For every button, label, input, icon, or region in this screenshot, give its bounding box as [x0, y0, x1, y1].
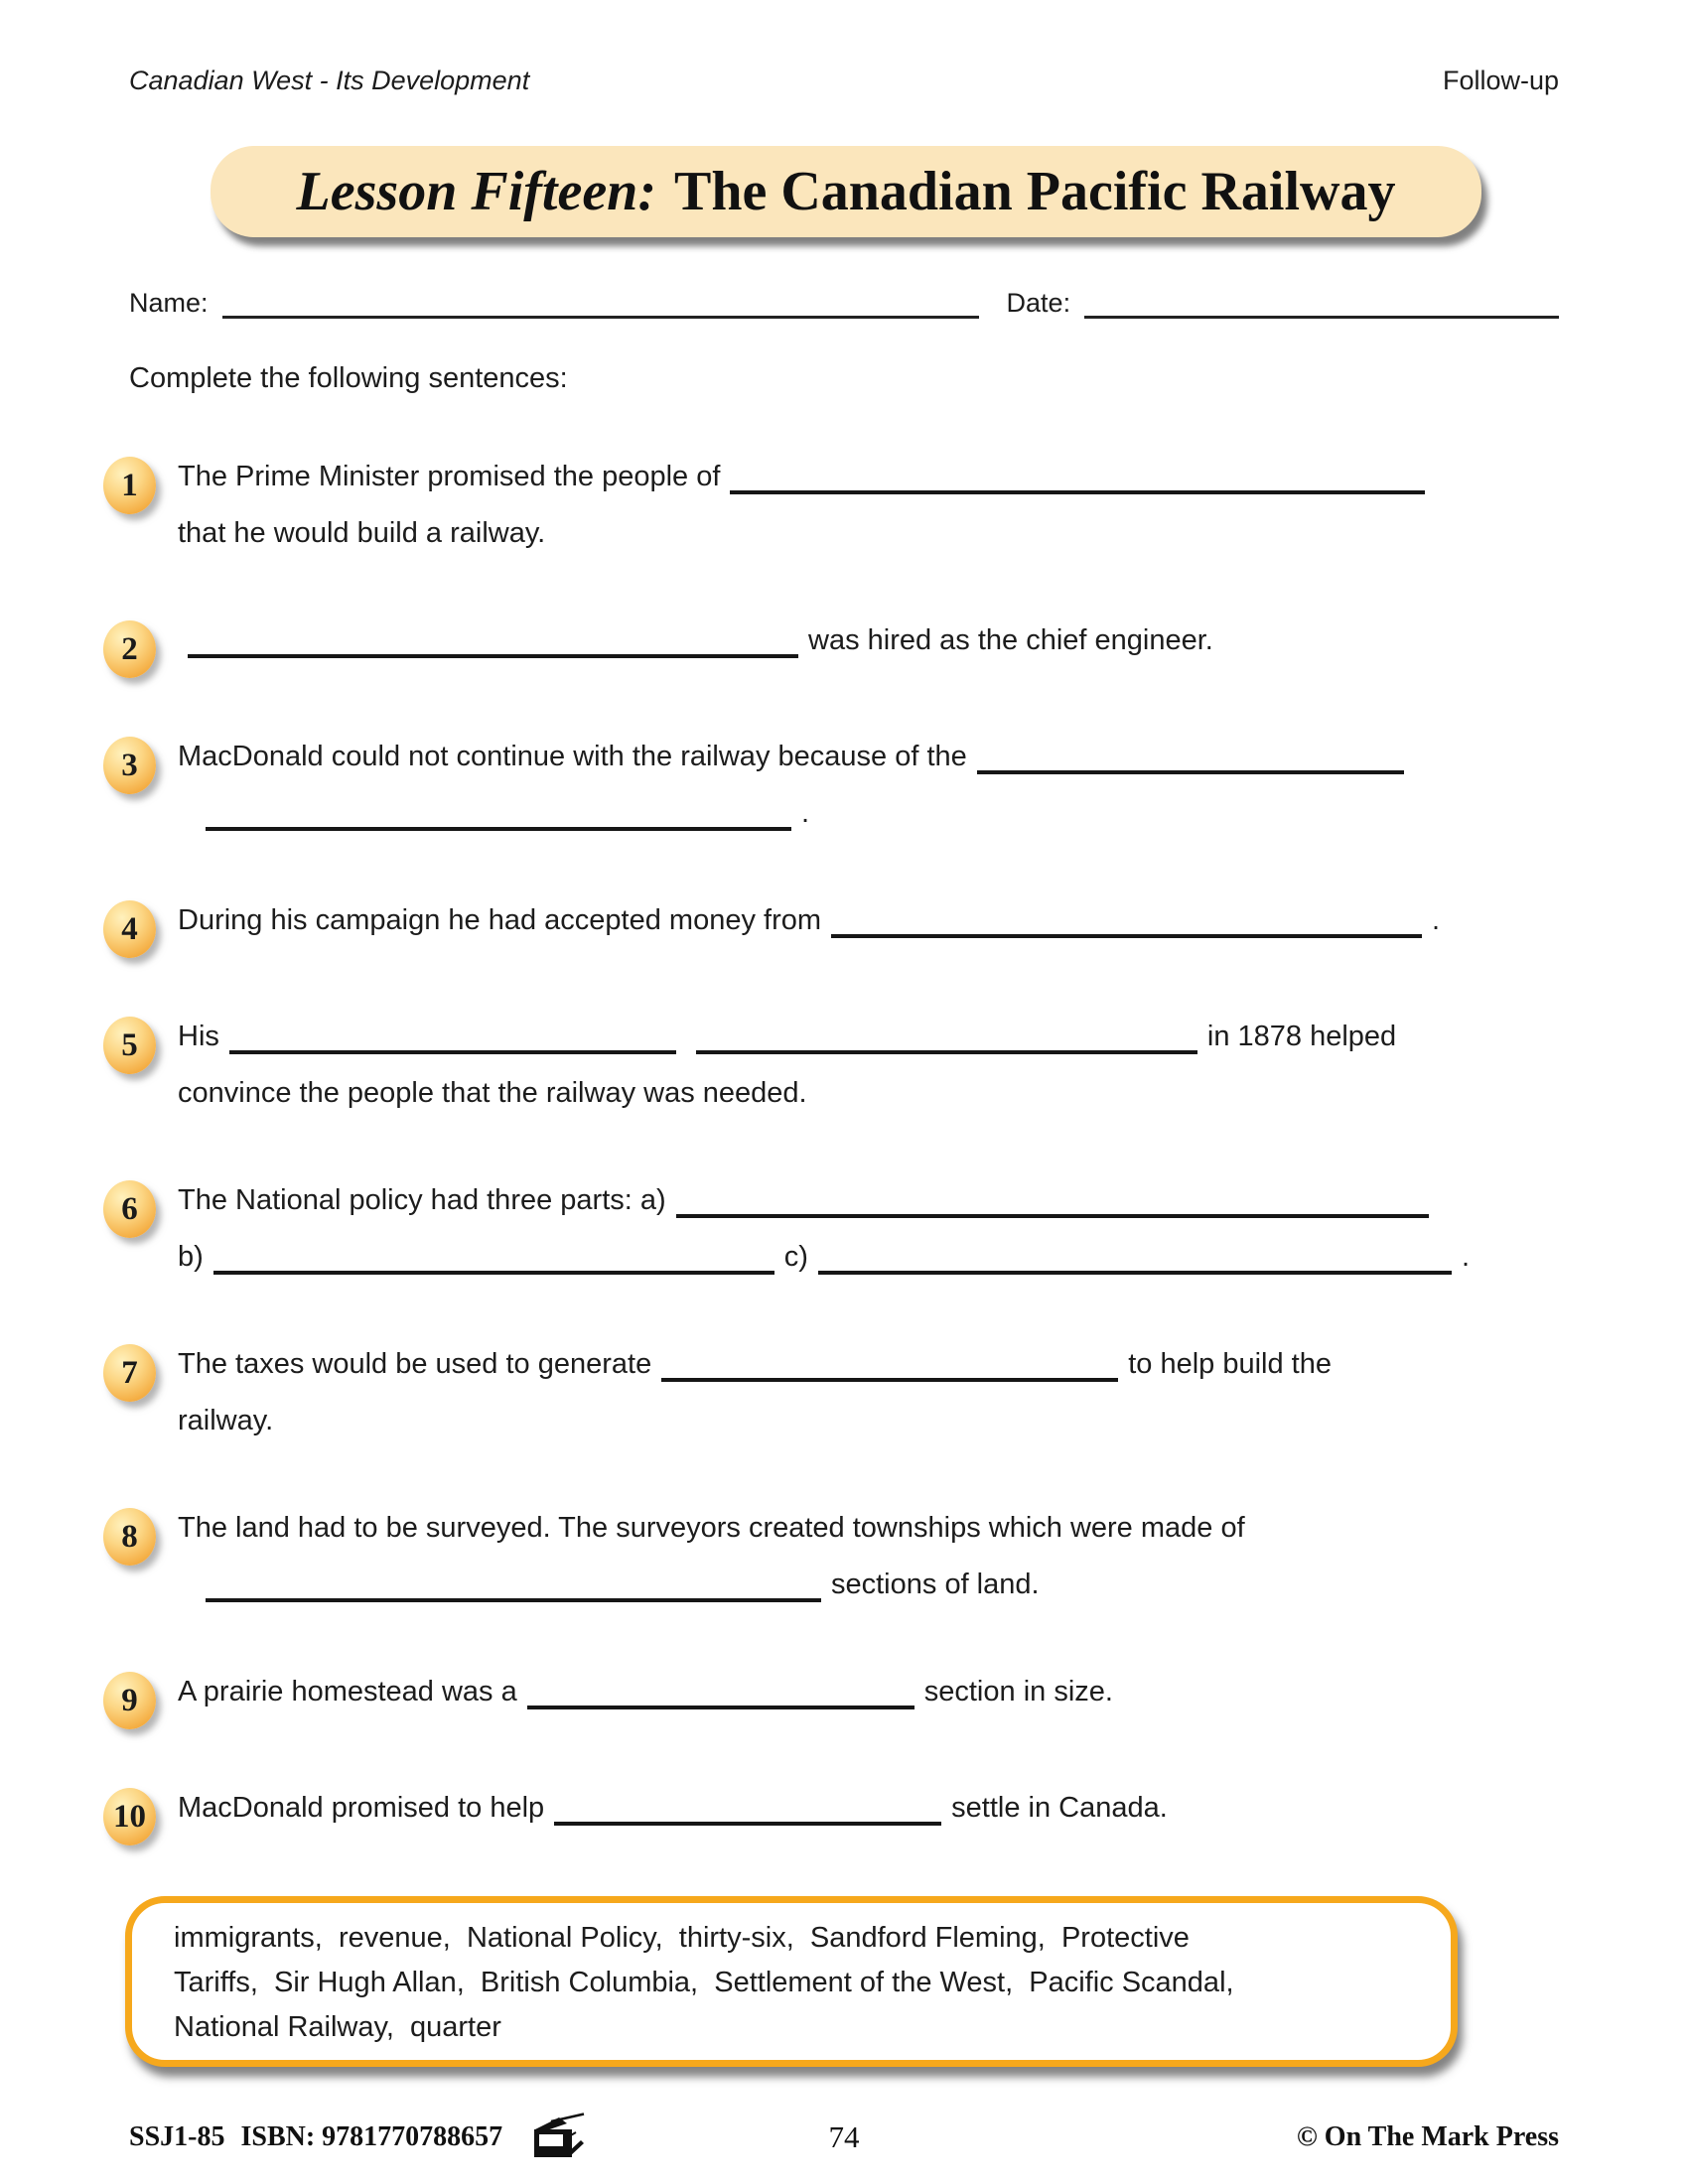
word-bank-line: National Railway, quarter	[174, 2011, 501, 2043]
fill-in-blank-line	[977, 741, 1404, 774]
name-date-row	[129, 287, 1559, 319]
question-line	[178, 449, 1559, 505]
fill-in-blank-line	[554, 1792, 941, 1826]
lesson-number-label: Lesson Fifteen:	[296, 161, 656, 222]
indent-spacer	[178, 1583, 196, 1593]
page-number: 74	[828, 2119, 860, 2154]
date-write-line	[1084, 287, 1559, 319]
question-text: settle in Canada.	[951, 1792, 1168, 1824]
question-text: section in size.	[923, 1676, 1113, 1707]
question-number-badge: 5	[103, 1017, 156, 1074]
question-text: convince the people that the railway was needed.	[178, 1077, 807, 1109]
question-body	[178, 892, 1559, 949]
question-number-badge: 7	[103, 1344, 156, 1402]
name-label: Name:	[129, 288, 209, 318]
question-item	[103, 1336, 1559, 1449]
question-text: His	[178, 1021, 219, 1052]
question-body	[178, 729, 1559, 842]
isbn-text: ISBN: 9781770788657	[240, 2121, 503, 2152]
word-bank-line: immigrants, revenue, National Policy, thirty-six, Sandford Fleming, Protective	[174, 1922, 1190, 1954]
book-series-title: Canadian West - Its Development	[129, 66, 530, 95]
question-line	[178, 1336, 1559, 1393]
question-line	[178, 1393, 1559, 1449]
question-number-badge: 2	[103, 620, 156, 678]
product-code: SSJ1-85	[129, 2121, 225, 2152]
question-item	[103, 729, 1559, 842]
question-item	[103, 1664, 1559, 1729]
word-bank-line: Tariffs, Sir Hugh Allan, British Columbia, Settlement of the West, Pacific Scandal,	[174, 1967, 1234, 1998]
fill-in-blank-line	[730, 461, 1425, 494]
question-text: sections of land.	[831, 1569, 1040, 1600]
question-body	[178, 1664, 1559, 1720]
question-body	[178, 613, 1559, 669]
question-body	[178, 1336, 1559, 1449]
lesson-title-banner	[211, 146, 1481, 237]
question-line	[178, 1780, 1559, 1837]
question-text: The taxes would be used to generate	[178, 1348, 652, 1380]
question-text: The National policy had three parts: a)	[178, 1184, 666, 1216]
question-number-badge: 1	[103, 457, 156, 514]
question-line	[178, 892, 1559, 949]
question-number-badge: 9	[103, 1672, 156, 1729]
question-text: that he would build a railway.	[178, 517, 546, 549]
fill-in-blank-line	[676, 1184, 1429, 1218]
fill-in-blank-line	[527, 1676, 914, 1709]
question-line	[178, 505, 1559, 562]
question-number-badge: 4	[103, 900, 156, 958]
question-line	[178, 1009, 1559, 1065]
question-line	[178, 1172, 1559, 1229]
question-item	[103, 1780, 1559, 1845]
question-item	[103, 892, 1559, 958]
question-line	[178, 1229, 1559, 1286]
question-body	[178, 1172, 1559, 1286]
questions-list	[103, 449, 1559, 1845]
question-text: c)	[783, 1241, 808, 1273]
on-the-mark-press-logo-icon	[528, 2113, 586, 2162]
question-body	[178, 1009, 1559, 1122]
question-text: MacDonald could not continue with the railway because of the	[178, 741, 967, 772]
question-body	[178, 449, 1559, 562]
question-text: During his campaign he had accepted money from	[178, 904, 822, 936]
fill-in-blank-line	[818, 1241, 1452, 1275]
question-line	[178, 1664, 1559, 1720]
fill-in-blank-line	[206, 1569, 821, 1602]
question-line	[178, 729, 1559, 785]
page-header	[129, 66, 1559, 96]
question-item	[103, 613, 1559, 678]
section-label: Follow-up	[1442, 66, 1559, 95]
name-write-line	[222, 287, 979, 319]
fill-in-blank-line	[696, 1021, 1197, 1054]
question-text: The land had to be surveyed. The surveyors created townships which were made of	[178, 1512, 1245, 1544]
indent-spacer	[178, 812, 196, 822]
word-bank-box	[125, 1896, 1458, 2067]
lesson-title: The Canadian Pacific Railway	[673, 161, 1396, 222]
instructions-text: Complete the following sentences:	[129, 362, 568, 394]
question-number-badge: 3	[103, 737, 156, 794]
question-text: to help build the	[1128, 1348, 1332, 1380]
question-text: .	[1461, 1241, 1471, 1273]
question-text: in 1878 helped	[1206, 1021, 1397, 1052]
page-footer	[129, 2113, 1559, 2162]
question-text: .	[1432, 904, 1441, 936]
question-text: was hired as the chief engineer.	[808, 624, 1213, 656]
fill-in-blank-line	[229, 1021, 676, 1054]
question-line	[178, 1065, 1559, 1122]
question-line	[178, 613, 1559, 669]
question-body	[178, 1500, 1559, 1613]
question-text: The Prime Minister promised the people of	[178, 461, 721, 492]
question-number-badge: 10	[103, 1788, 156, 1845]
question-line	[178, 1500, 1559, 1557]
fill-in-blank-line	[213, 1241, 774, 1275]
copyright-text: © On The Mark Press	[1296, 2121, 1559, 2152]
question-line	[178, 785, 1559, 842]
question-line	[178, 1557, 1559, 1613]
fill-in-blank-line	[831, 904, 1422, 938]
fill-in-blank-line	[206, 797, 791, 831]
question-item	[103, 1172, 1559, 1286]
fill-in-blank-line	[188, 624, 798, 658]
date-label: Date:	[1006, 288, 1071, 318]
question-item	[103, 1500, 1559, 1613]
question-number-badge: 6	[103, 1180, 156, 1238]
question-number-badge: 8	[103, 1508, 156, 1566]
question-text: railway.	[178, 1405, 274, 1436]
fill-in-blank-line	[661, 1348, 1118, 1382]
question-text: MacDonald promised to help	[178, 1792, 545, 1824]
question-item	[103, 449, 1559, 562]
question-text: A prairie homestead was a	[178, 1676, 517, 1707]
question-text: b)	[178, 1241, 204, 1273]
question-text: .	[801, 797, 810, 829]
question-body	[178, 1780, 1559, 1837]
question-item	[103, 1009, 1559, 1122]
